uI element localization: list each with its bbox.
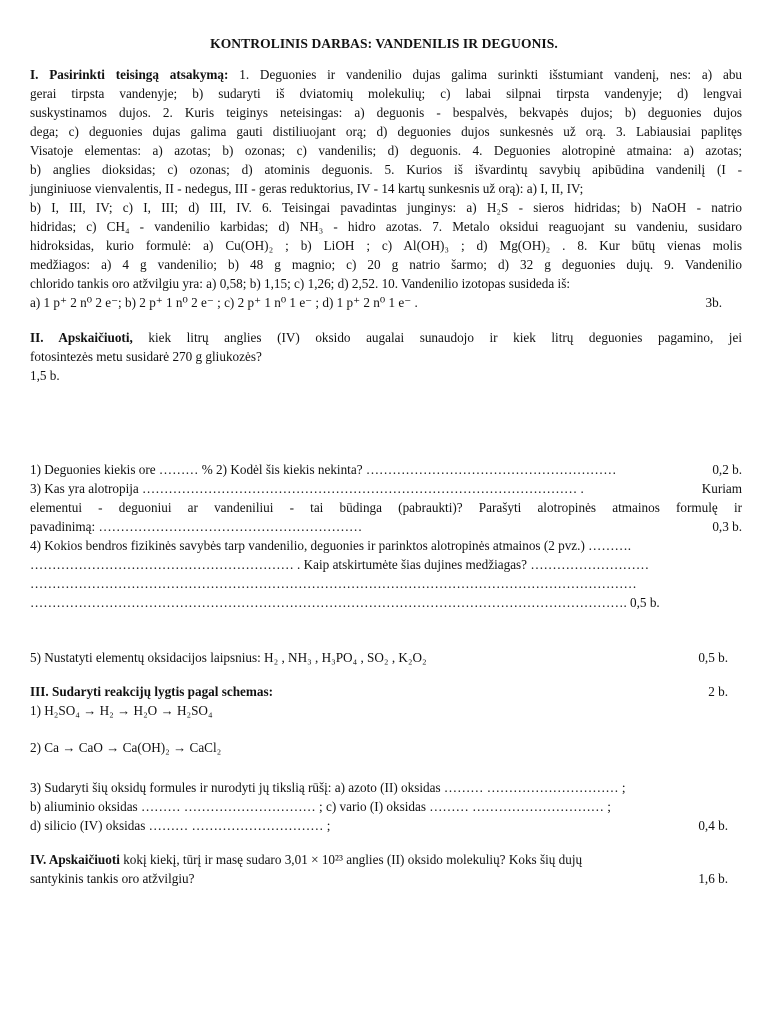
oxides-line: d) silicio (IV) oksidas ……… ………………………… ; 0,4 b.: [30, 818, 728, 833]
question-4-line: ………………………………………………………………………………………………………………………. 0,5 b.: [30, 595, 660, 610]
part-1-line: a) 1 p⁺ 2 n⁰ 2 e⁻; b) 2 p⁺ 1 n⁰ 2 e⁻ ; c) 2 p⁺ 1 n⁰ 1 e⁻ ; d) 1 p⁺ 2 n⁰ 1 e⁻ . 3b.: [30, 295, 722, 310]
part-1-line: junginiuose vienvalentis, II - nedegus, III - geras reduktorius, IV - 14 kartų sunkesnis už orą): a) I, II, IV;: [30, 181, 584, 196]
oxides-line: b) aliuminio oksidas ……… ………………………… ; c) vario (I) oksidas ……… ………………………… ;: [30, 799, 611, 814]
reaction-scheme-2: 2) Ca → CaO → Ca(OH)₂ → CaCl₂: [30, 740, 222, 755]
part-3-points: 2 b.: [708, 684, 728, 699]
oxides-points: 0,4 b.: [698, 818, 728, 833]
part-4-heading: IV. Apskaičiuoti: [30, 852, 120, 867]
part-3-section: [30, 682, 742, 720]
part-1-line: Visatoje elementas: a) azotas; b) ozonas; c) vandenilis; d) deguonis. 4. Deguonies alotropinė atmaina: a) azotas;: [30, 143, 742, 158]
part-2-section: [30, 328, 742, 385]
part-1-line: suskystinamos dujos. 2. Kuris teiginys neteisingas: a) deguonis - bespalvės, bekvapės dujos; b) deguonies dujos: [30, 105, 742, 120]
oxides-line: 3) Sudaryti šių oksidų formules ir nurodyti jų tikslią rūšį: a) azoto (II) oksidas ……… ………………………… ;: [30, 780, 626, 795]
part-1-line: hidroksidas, kurio formulė: a) Cu(OH)₂ ; b) LiOH ; c) Al(OH)₃ ; d) Mg(OH)₂ . 8. Kur būtų vienas molis: [30, 238, 742, 253]
question-5-points: 0,5 b.: [698, 650, 728, 665]
part-1-line: b) I, III, IV; c) I, III; d) III, IV. 6. Teisingai pavadintas junginys: a) H₂S - sieros hidridas; b) NaOH - natrio: [30, 200, 742, 215]
question-1-points: 0,2 b.: [712, 462, 742, 477]
oxides-task: [30, 778, 742, 835]
part-1-line: hidridas; c) CH₄ - vandenilio karbidas; d) NH₃ - hidro azotas. 7. Metalo oksidui reaguojant su vandeniu, susidaro: [30, 219, 742, 234]
part-2-points: 1,5 b.: [30, 368, 60, 383]
part-1-line: b) anglies dioksidas; c) ozonas; d) atominis deguonis. 5. Kurios iš išvardintų savybių apibūdina vandenilį (I -: [30, 162, 742, 177]
question-1: 1) Deguonies kiekis ore ……… % 2) Kodėl šis kiekis nekinta? ………………………………………………… 0,2 b.: [30, 462, 742, 477]
part-2-heading: II. Apskaičiuoti,: [30, 330, 133, 345]
question-3-points: 0,3 b.: [712, 519, 742, 534]
part-1-line: I. Pasirinkti teisingą atsakymą: 1. Deguonies ir vandenilio dujas galima surinkti išstumiant vandenį, nes: a) abu: [30, 67, 743, 82]
part-1-section: [30, 65, 742, 312]
reaction-scheme-1: 1) H₂SO₄ → H₂ → H₂O → H₂SO₄: [30, 703, 213, 718]
part-1-heading: I. Pasirinkti teisingą atsakymą:: [30, 67, 229, 82]
part-2-questions: [30, 460, 742, 612]
question-4-line: …………………………………………………………………………………………………………………………: [30, 576, 637, 591]
page-title: KONTROLINIS DARBAS: VANDENILIS IR DEGUONIS.: [210, 36, 558, 51]
part-1-line: dega; c) deguonies dujas galima gauti distiliuojant orą; d) deguonies dujos sunkesnės už orą. 3. Labiausiai paplitęs: [30, 124, 742, 139]
part-1-line: medžiagos: a) 4 g vandenilio; b) 48 g magnio; c) 20 g natrio šarmo; d) 32 g deguonies dujų. 9. Vandenilio: [30, 257, 742, 272]
question-3-line: pavadinimą: …………………………………………………… 0,3 b.: [30, 519, 742, 534]
question-3-line: 3) Kas yra alotropija ……………………………………………………………………………………… . Kuriam: [30, 481, 742, 496]
part-4-section: IV. Apskaičiuoti kokį kiekį, tūrį ir masę sudaro 3,01 × 10²³ anglies (II) oksido molekulių? Koks šių dujų santykinis tankis oro atžvilgiu? 1,6 b.: [30, 852, 728, 886]
part-2-line: fotosintezės metu susidarė 270 g gliukozės?: [30, 349, 262, 364]
part-4-points: 1,6 b.: [698, 871, 728, 886]
question-4-line: …………………………………………………… . Kaip atskirtumėte šias dujines medžiagas? ………………………: [30, 557, 650, 572]
part-1-line: chlorido tankis oro atžvilgiu yra: a) 0,58; b) 1,15; c) 1,26; d) 2,52. 10. Vandenilio izotopas susideda iš:: [30, 276, 570, 291]
part-1-line: gerai tirpsta vandenyje; b) sudaryti iš dviatomių molekulių; c) labai silpnai tirpsta vandenyje; d) lengvai: [30, 86, 742, 101]
question-4-line: 4) Kokios bendros fizikinės savybės tarp vandenilio, deguonies ir parinktos alotropinės atmainos (2 pvz.) ……….: [30, 538, 632, 553]
question-3-line: elementui - deguoniui ar vandeniliui - tai būdinga (pabraukti)? Parašyti alotropinės atmainos formulę ir: [30, 500, 742, 515]
part-3-heading: III. Sudaryti reakcijų lygtis pagal schemas:: [30, 684, 274, 699]
part-2-line: II. Apskaičiuoti, kiek litrų anglies (IV) oksido augalai sunaudojo ir kiek litrų deguonies pagamino, jei: [30, 330, 742, 345]
question-5: 5) Nustatyti elementų oksidacijos laipsnius: H₂ , NH₃ , H₃PO₄ , SO₂ , K₂O₂ 0,5 b.: [30, 650, 728, 665]
part-1-points: 3b.: [705, 295, 722, 310]
